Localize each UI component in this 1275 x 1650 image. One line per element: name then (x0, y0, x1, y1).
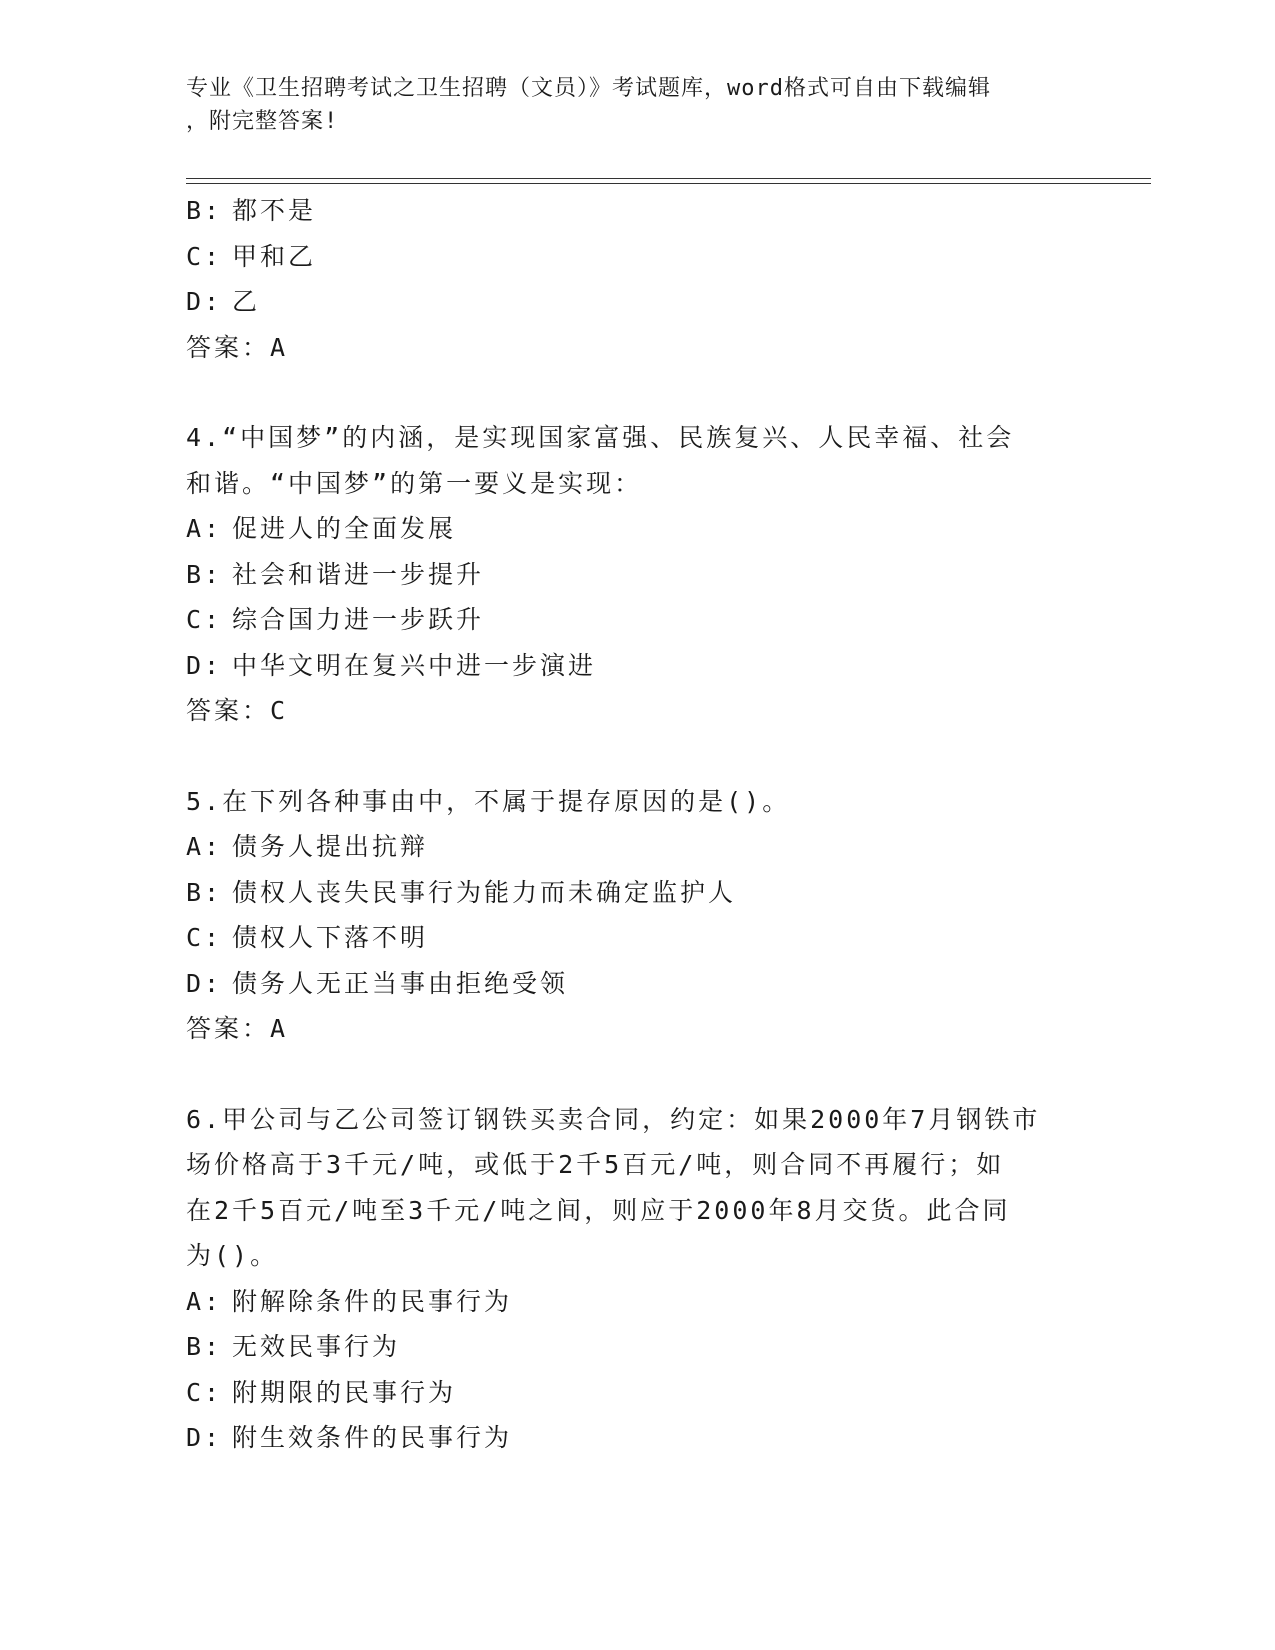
option-text: 促进人的全面发展 (232, 514, 457, 543)
option-text: 社会和谐进一步提升 (232, 559, 485, 589)
option-c (186, 1370, 1066, 1416)
option-letter: A: (186, 832, 223, 861)
option-text: 乙 (232, 287, 261, 316)
option-b (186, 1324, 1066, 1370)
option-letter: B: (186, 559, 223, 589)
option-letter: A: (186, 514, 223, 543)
option-text: 都不是 (232, 196, 317, 225)
option-letter: B: (186, 196, 223, 225)
answer-line: 答案：C (186, 696, 289, 725)
option-letter: D: (186, 968, 223, 998)
header-divider-top (186, 178, 1151, 179)
option-text: 附期限的民事行为 (232, 1377, 457, 1407)
question-6 (186, 1097, 1066, 1461)
option-d (186, 643, 1066, 689)
header-line-1: 专业《卫生招聘考试之卫生招聘（文员）》考试题库，word格式可自由下载编辑 (186, 76, 991, 101)
option-letter: D: (186, 650, 223, 680)
question-stem: 5.在下列各种事由中，不属于提存原因的是()。 (186, 786, 791, 816)
option-letter: C: (186, 605, 223, 634)
question-stem: 4.“中国梦”的内涵，是实现国家富强、民族复兴、人民幸福、社会 (186, 423, 1015, 452)
question-5 (186, 779, 1066, 1052)
option-b (186, 552, 1066, 598)
option-text: 附解除条件的民事行为 (232, 1286, 513, 1316)
option-text: 无效民事行为 (232, 1332, 401, 1361)
option-a (186, 824, 1066, 870)
question-stem: 6.甲公司与乙公司签订钢铁买卖合同，约定：如果2000年7月钢铁市 (186, 1104, 1041, 1134)
question-stem: 和谐。“中国梦”的第一要义是实现： (186, 468, 643, 498)
option-letter: D: (186, 287, 223, 316)
option-a (186, 506, 1066, 552)
option-d (186, 279, 1066, 325)
option-text: 附生效条件的民事行为 (232, 1423, 513, 1452)
option-c (186, 915, 1066, 961)
option-letter: C: (186, 1377, 223, 1407)
question-stem: 场价格高于3千元/吨，或低于2千5百元/吨，则合同不再履行；如 (186, 1150, 1005, 1179)
answer-line: 答案：A (186, 1014, 289, 1043)
option-text: 债务人提出抗辩 (232, 832, 429, 861)
option-letter: C: (186, 923, 223, 952)
option-b (186, 870, 1066, 916)
option-a (186, 1279, 1066, 1325)
option-text: 甲和乙 (232, 241, 317, 271)
option-text: 债权人丧失民事行为能力而未确定监护人 (232, 877, 737, 907)
question-stem: 在2千5百元/吨至3千元/吨之间，则应于2000年8月交货。此合同 (186, 1195, 1011, 1225)
option-d (186, 961, 1066, 1007)
option-letter: B: (186, 1332, 223, 1361)
question-4 (186, 415, 1066, 734)
header-divider-bottom (186, 183, 1151, 184)
option-text: 中华文明在复兴中进一步演进 (232, 650, 597, 680)
document-header (186, 72, 1066, 138)
option-text: 债权人下落不明 (232, 923, 429, 952)
header-line-2: ，附完整答案! (186, 109, 339, 134)
option-c (186, 597, 1066, 643)
option-b (186, 188, 1066, 234)
answer-line: 答案：A (186, 332, 289, 362)
option-text: 债务人无正当事由拒绝受领 (232, 968, 569, 998)
option-d (186, 1415, 1066, 1461)
option-letter: B: (186, 877, 223, 907)
option-text: 综合国力进一步跃升 (232, 605, 485, 634)
question-list (186, 188, 1066, 1461)
option-c (186, 234, 1066, 280)
question-stem: 为()。 (186, 1241, 279, 1270)
question-partial (186, 188, 1066, 370)
option-letter: A: (186, 1286, 223, 1316)
option-letter: D: (186, 1423, 223, 1452)
option-letter: C: (186, 241, 223, 271)
